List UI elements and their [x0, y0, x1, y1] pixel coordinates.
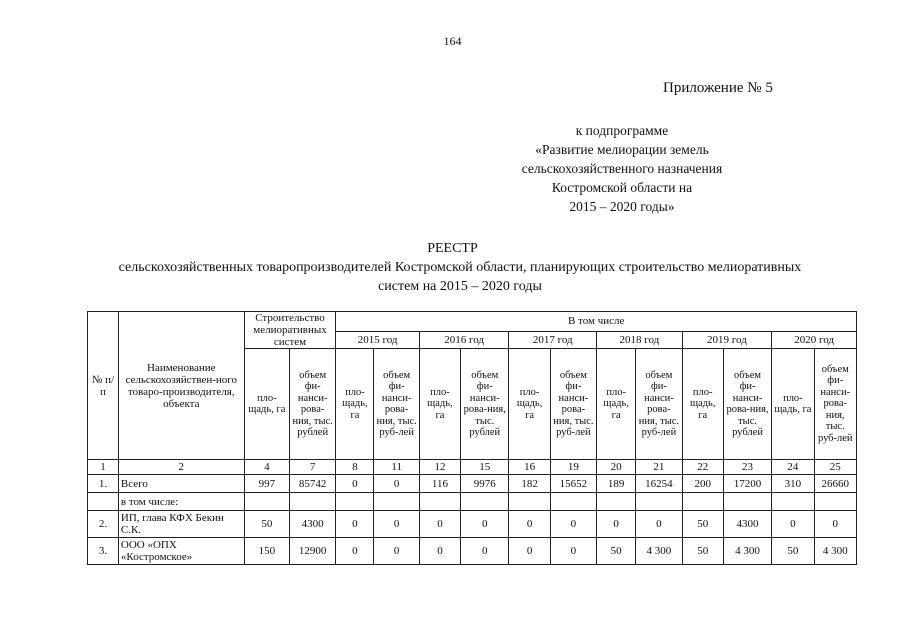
cell: 0 [509, 511, 550, 538]
cell: 0 [461, 511, 509, 538]
table-row [88, 493, 857, 511]
appendix-label: Приложение № 5 [663, 80, 773, 96]
header-fin-2015: объем фи-нанси-рова-ния, тыс. руб-лей [374, 349, 419, 460]
table-row [88, 511, 857, 538]
row-num: 2. [88, 511, 119, 538]
column-number: 1 [88, 460, 119, 475]
cell: 0 [772, 511, 814, 538]
header-name: Наименование сельскохозяйствен-ного товаро-производителя, объекта [118, 312, 244, 460]
subprogram-line-1: к подпрограмме [575, 123, 669, 138]
header-fin-total: объем фи-нанси-рова-ния, тыс. рублей [289, 349, 335, 460]
header-year-2016: 2016 год [419, 331, 509, 348]
cell: 0 [374, 538, 419, 565]
cell: 310 [772, 475, 814, 493]
column-number: 16 [509, 460, 550, 475]
cell: 0 [550, 538, 596, 565]
cell: 50 [597, 538, 636, 565]
row-name: Всего [118, 475, 244, 493]
column-number: 7 [289, 460, 335, 475]
cell: 0 [336, 475, 374, 493]
sub-label: в том числе: [118, 493, 244, 511]
registry-table [87, 311, 857, 565]
cell: 4300 [723, 511, 771, 538]
column-number: 8 [336, 460, 374, 475]
header-area-2016: пло-щадь, га [419, 349, 460, 460]
header-year-2018: 2018 год [597, 331, 683, 348]
cell: 0 [597, 511, 636, 538]
cell: 85742 [289, 475, 335, 493]
row-num: 1. [88, 475, 119, 493]
cell: 50 [772, 538, 814, 565]
cell: 12900 [289, 538, 335, 565]
cell: 0 [461, 538, 509, 565]
header-year-2020: 2020 год [772, 331, 857, 348]
column-number: 20 [597, 460, 636, 475]
cell: 0 [814, 511, 856, 538]
column-number: 25 [814, 460, 856, 475]
cell: 17200 [723, 475, 771, 493]
cell: 0 [419, 511, 460, 538]
cell: 0 [374, 511, 419, 538]
header-including: В том числе [336, 312, 857, 332]
subprogram-line-5: 2015 – 2020 годы» [569, 199, 675, 214]
cell: 189 [597, 475, 636, 493]
cell: 0 [419, 538, 460, 565]
header-year-2015: 2015 год [336, 331, 419, 348]
cell: 4 300 [723, 538, 771, 565]
cell: 116 [419, 475, 460, 493]
header-fin-2016: объем фи-нанси-рова-ния, тыс. рублей [461, 349, 509, 460]
cell: 50 [682, 538, 723, 565]
column-number: 19 [550, 460, 596, 475]
cell: 150 [244, 538, 289, 565]
header-fin-2018: объем фи-нанси-рова-ния, тыс. руб-лей [636, 349, 682, 460]
page-number: 164 [443, 34, 462, 48]
table-row [88, 475, 857, 493]
header-construction: Строительство мелиоративных систем [244, 312, 336, 349]
subprogram-line-3: сельскохозяйственного назначения [521, 161, 723, 176]
subprogram-line-4: Костромской области на [551, 180, 693, 195]
cell: 200 [682, 475, 723, 493]
header-area-2015: пло-щадь, га [336, 349, 374, 460]
header-num: № п/п [88, 312, 119, 460]
column-number: 2 [118, 460, 244, 475]
header-year-2017: 2017 год [509, 331, 597, 348]
row-num: 3. [88, 538, 119, 565]
cell: 0 [374, 475, 419, 493]
column-number: 21 [636, 460, 682, 475]
cell: 182 [509, 475, 550, 493]
row-name: ООО «ОПХ «Костромское» [118, 538, 244, 565]
header-fin-2020: объем фи-нанси-рова-ния, тыс. руб-лей [814, 349, 856, 460]
cell: 4300 [289, 511, 335, 538]
table-row [88, 538, 857, 565]
header-fin-2019: объем фи-нанси-рова-ния, тыс. рублей [723, 349, 771, 460]
header-year-2019: 2019 год [682, 331, 772, 348]
cell: 0 [336, 511, 374, 538]
column-number: 24 [772, 460, 814, 475]
header-area-2020: пло-щадь, га [772, 349, 814, 460]
header-area-2018: пло-щадь, га [597, 349, 636, 460]
cell: 50 [682, 511, 723, 538]
cell: 9976 [461, 475, 509, 493]
cell: 26660 [814, 475, 856, 493]
cell: 16254 [636, 475, 682, 493]
cell: 0 [636, 511, 682, 538]
header-fin-2017: объем фи-нанси-рова-ния, тыс. руб-лей [550, 349, 596, 460]
column-number: 11 [374, 460, 419, 475]
column-number: 15 [461, 460, 509, 475]
header-area-total: пло-щадь, га [244, 349, 289, 460]
column-number: 4 [244, 460, 289, 475]
cell: 0 [336, 538, 374, 565]
column-number-row [88, 460, 857, 475]
cell: 4 300 [814, 538, 856, 565]
cell: 0 [509, 538, 550, 565]
header-area-2017: пло-щадь, га [509, 349, 550, 460]
subprogram-reference [472, 121, 772, 216]
subtitle-line-1: сельскохозяйственных товаропроизводителей Костромской области, планирующих строительство мелиоративных [118, 260, 802, 275]
cell: 0 [550, 511, 596, 538]
cell: 4 300 [636, 538, 682, 565]
subprogram-line-2: «Развитие мелиорации земель [535, 142, 709, 157]
cell: 50 [244, 511, 289, 538]
document-subtitle [80, 258, 840, 296]
cell: 15652 [550, 475, 596, 493]
header-area-2019: пло-щадь, га [682, 349, 723, 460]
subtitle-line-2: систем на 2015 – 2020 годы [378, 279, 542, 294]
column-number: 23 [723, 460, 771, 475]
row-name: ИП, глава КФХ Бекин С.К. [118, 511, 244, 538]
cell: 997 [244, 475, 289, 493]
document-title: РЕЕСТР [427, 241, 478, 256]
column-number: 12 [419, 460, 460, 475]
column-number: 22 [682, 460, 723, 475]
